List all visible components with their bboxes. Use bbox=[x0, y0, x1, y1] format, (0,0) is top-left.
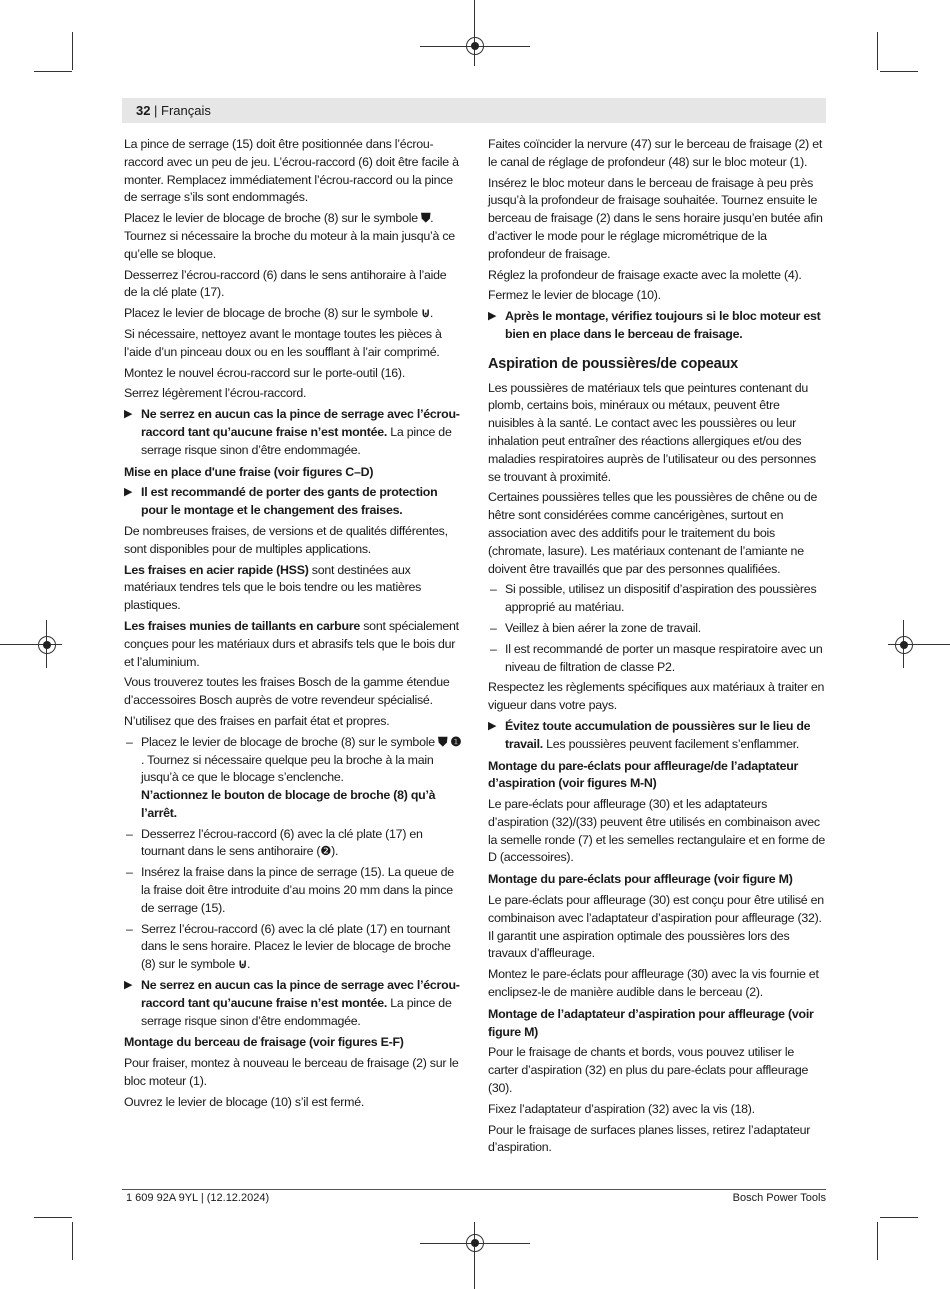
warning-item: ▶ Évitez toute accumulation de poussières sur le lieu de travail. Les poussières peuvent facilement s’enflammer. bbox=[488, 718, 811, 751]
registration-mark-icon bbox=[466, 37, 484, 55]
crop-mark bbox=[880, 71, 918, 72]
right-column bbox=[488, 136, 826, 1160]
paragraph: Pour le fraisage de chants et bords, vous pouvez utiliser le carter d’aspiration (32) en plus du pare-éclats pour affleurage (30). bbox=[488, 1045, 809, 1096]
warning-item: ▶ Il est recommandé de porter des gants de protection pour le montage et le changement des fraises. bbox=[124, 485, 438, 518]
page-number: 32 bbox=[136, 103, 151, 118]
list-item: – Il est recommandé de porter un masque respiratoire avec un niveau de filtration de classe P2. bbox=[490, 641, 823, 674]
paragraph: Vous trouverez toutes les fraises Bosch de la gamme étendue d’accessoires Bosch auprès de votre revendeur spécialisé. bbox=[124, 675, 450, 708]
paragraph: Pour fraiser, montez à nouveau le berceau de fraisage (2) sur le bloc moteur (1). bbox=[124, 1056, 459, 1089]
section-heading: Montage du pare-éclats pour affleurage/de l’adaptateur d’aspiration (voir figures M-N) bbox=[488, 758, 799, 791]
bullet-icon: ▶ bbox=[124, 486, 133, 499]
header-language: Français bbox=[161, 103, 211, 118]
header-separator: | bbox=[154, 103, 158, 118]
crop-mark bbox=[474, 1222, 475, 1289]
paragraph: Serrez légèrement l’écrou-raccord. bbox=[124, 386, 307, 401]
paragraph: Fermez le levier de blocage (10). bbox=[488, 288, 661, 303]
crop-mark bbox=[72, 32, 73, 70]
paragraph: Les poussières de matériaux tels que peintures contenant du plomb, certains bois, minéraux ou métaux, peuvent être nuisibles à la santé. Le contact avec les poussières ou leur inhalation peut entraîner des réactions allergiques et/ou des maladies respiratoires auprès de l’utilisateur ou des personnes se trouvant à proximité. bbox=[488, 380, 816, 484]
paragraph: Placez le levier de blocage de broche (8) sur le symbole ⛊. Tournez si nécessaire la broche du moteur à la main jusqu’à ce qu’elle se bloque. bbox=[124, 211, 455, 261]
crop-mark bbox=[34, 1217, 72, 1218]
unlock-icon: ⊍ bbox=[421, 306, 430, 321]
section-heading: Montage de l’adaptateur d’aspiration pour affleurage (voir figure M) bbox=[488, 1006, 814, 1039]
lock-icon: ⛊ bbox=[438, 734, 448, 749]
bullet-icon: ▶ bbox=[124, 408, 133, 421]
warning-item: ▶ Ne serrez en aucun cas la pince de serrage avec l’écrou-raccord tant qu’aucune fraise n’est montée. La pince de serrage risque sinon d’être endommagée. bbox=[124, 978, 460, 1028]
footer-rule bbox=[122, 1189, 826, 1190]
crop-mark bbox=[34, 71, 72, 72]
bullet-icon: ▶ bbox=[488, 310, 497, 323]
section-title: Aspiration de poussières/de copeaux bbox=[488, 355, 739, 372]
footer-brand: Bosch Power Tools bbox=[732, 1192, 826, 1204]
paragraph: N’utilisez que des fraises en parfait état et propres. bbox=[124, 713, 390, 728]
paragraph: Insérez le bloc moteur dans le berceau de fraisage à peu près jusqu’à la profondeur de fraisage souhaitée. Tournez ensuite le berceau de fraisage (2) dans le sens horaire jusqu’en butée afin d’activer le mode pour le réglage micrométrique de la profondeur de fraisage. bbox=[488, 175, 823, 261]
paragraph: Le pare-éclats pour affleurage (30) est conçu pour être utilisé en combinaison avec l’adaptateur d’aspiration pour affleurage (32). Il garantit une aspiration optimale des poussières lors des travaux d’affleurage. bbox=[488, 893, 824, 961]
list-item: – Serrez l’écrou-raccord (6) avec la clé plate (17) en tournant dans le sens horaire. Placez le levier de blocage de broche (8) sur le symbole ⊍. bbox=[124, 921, 462, 974]
paragraph: Les fraises en acier rapide (HSS) sont destinées aux matériaux tendres tels que le bois tendre ou les matières plastiques. bbox=[124, 562, 422, 613]
paragraph: Si nécessaire, nettoyez avant le montage toutes les pièces à l’aide d’un pinceau doux ou en les soufflant à l’air comprimé. bbox=[124, 326, 442, 359]
crop-mark bbox=[474, 0, 475, 66]
section-heading: Montage du pare-éclats pour affleurage (voir figure M) bbox=[488, 872, 793, 887]
registration-mark-icon bbox=[38, 636, 56, 654]
paragraph: La pince de serrage (15) doit être positionnée dans l’écrou-raccord avec un peu de jeu. L’écrou-raccord (6) doit être facile à monter. Remplacez immédiatement l’écrou-raccord ou la pince de serrage s’ils sont endommagés. bbox=[124, 137, 459, 205]
crop-mark bbox=[877, 1222, 878, 1260]
section-heading: Mise en place d'une fraise (voir figures C–D) bbox=[124, 464, 374, 479]
paragraph: Les fraises munies de taillants en carbure sont spécialement conçues pour les matériaux durs et abrasifs tels que le bois dur et l’aluminium. bbox=[124, 618, 459, 669]
paragraph: Respectez les règlements spécifiques aux matériaux à traiter en vigueur dans votre pays. bbox=[488, 680, 825, 713]
crop-mark bbox=[877, 32, 878, 70]
left-column bbox=[124, 136, 462, 1115]
paragraph: Placez le levier de blocage de broche (8) sur le symbole ⊍. bbox=[124, 305, 462, 323]
paragraph: Fixez l’adaptateur d’aspiration (32) avec la vis (18). bbox=[488, 1101, 755, 1116]
bullet-icon: ▶ bbox=[488, 719, 497, 732]
warning-item: ▶ Après le montage, vérifiez toujours si le bloc moteur est bien en place dans le berceau de fraisage. bbox=[488, 309, 821, 341]
list-item: – Veillez à bien aérer la zone de travail. bbox=[490, 620, 701, 635]
list-item: – Insérez la fraise dans la pince de serrage (15). La queue de la fraise doit être introduite d’au moins 20 mm dans la pince de serrage (15). bbox=[126, 865, 454, 915]
paragraph: Ouvrez le levier de blocage (10) s’il est fermé. bbox=[124, 1094, 365, 1109]
list-item: – Placez le levier de blocage de broche (8) sur le symbole ⛊ ❶. Tournez si nécessaire quelque peu la broche à la main jusqu’à ce que le blocage s’enclenche. N’actionnez le bouton de blocage de broche (8) qu’à l’arrêt. bbox=[126, 734, 462, 820]
list-item: – Si possible, utilisez un dispositif d’aspiration des poussières approprié au matériau. bbox=[490, 582, 817, 615]
paragraph: De nombreuses fraises, de versions et de qualités différentes, sont disponibles pour de multiples applications. bbox=[124, 523, 448, 556]
list-item: – Desserrez l’écrou-raccord (6) avec la clé plate (17) en tournant dans le sens antihoraire (❷). bbox=[126, 826, 423, 859]
paragraph: Faites coïncider la nervure (47) sur le berceau de fraisage (2) et le canal de réglage de profondeur (48) sur le bloc moteur (1). bbox=[488, 137, 823, 169]
paragraph: Certaines poussières telles que les poussières de chêne ou de hêtre sont considérées comme cancérigènes, surtout en association avec des additifs pour le traitement du bois (chromate, lasure). Les matériaux contenant de l’amiante ne doivent être travaillés que par des personnes qualifiées. bbox=[488, 490, 818, 576]
paragraph: Desserrez l’écrou-raccord (6) dans le sens antihoraire à l’aide de la clé plate (17). bbox=[124, 267, 447, 300]
section-heading: Montage du berceau de fraisage (voir figures E-F) bbox=[124, 1035, 404, 1050]
paragraph: Réglez la profondeur de fraisage exacte avec la molette (4). bbox=[488, 267, 802, 282]
registration-mark-icon bbox=[466, 1234, 484, 1252]
paragraph: Le pare-éclats pour affleurage (30) et les adaptateurs d’aspiration (32)/(33) peuvent être utilisés en combinaison avec la semelle ronde (7) et les semelles rectangulaire et en forme de D (accessoires). bbox=[488, 797, 826, 865]
lock-icon: ⛊ bbox=[421, 211, 431, 226]
page-header bbox=[122, 98, 826, 123]
registration-mark-icon bbox=[895, 636, 913, 654]
paragraph: Montez le nouvel écrou-raccord sur le porte-outil (16). bbox=[124, 365, 406, 380]
footer-doc-id: 1 609 92A 9YL | (12.12.2024) bbox=[126, 1192, 270, 1204]
warning-item: ▶ Ne serrez en aucun cas la pince de serrage avec l’écrou-raccord tant qu’aucune fraise n’est montée. La pince de serrage risque sinon d’être endommagée. bbox=[124, 407, 460, 457]
crop-mark bbox=[880, 1217, 918, 1218]
unlock-icon: ⊍ bbox=[238, 957, 247, 972]
step-1-icon: ❶ bbox=[450, 734, 462, 749]
paragraph: Pour le fraisage de surfaces planes lisses, retirez l’adaptateur d’aspiration. bbox=[488, 1122, 811, 1155]
bullet-icon: ▶ bbox=[124, 979, 133, 992]
paragraph: Montez le pare-éclats pour affleurage (30) avec la vis fournie et enclipsez-le de manière audible dans le berceau (2). bbox=[488, 967, 819, 1000]
crop-mark bbox=[72, 1222, 73, 1260]
